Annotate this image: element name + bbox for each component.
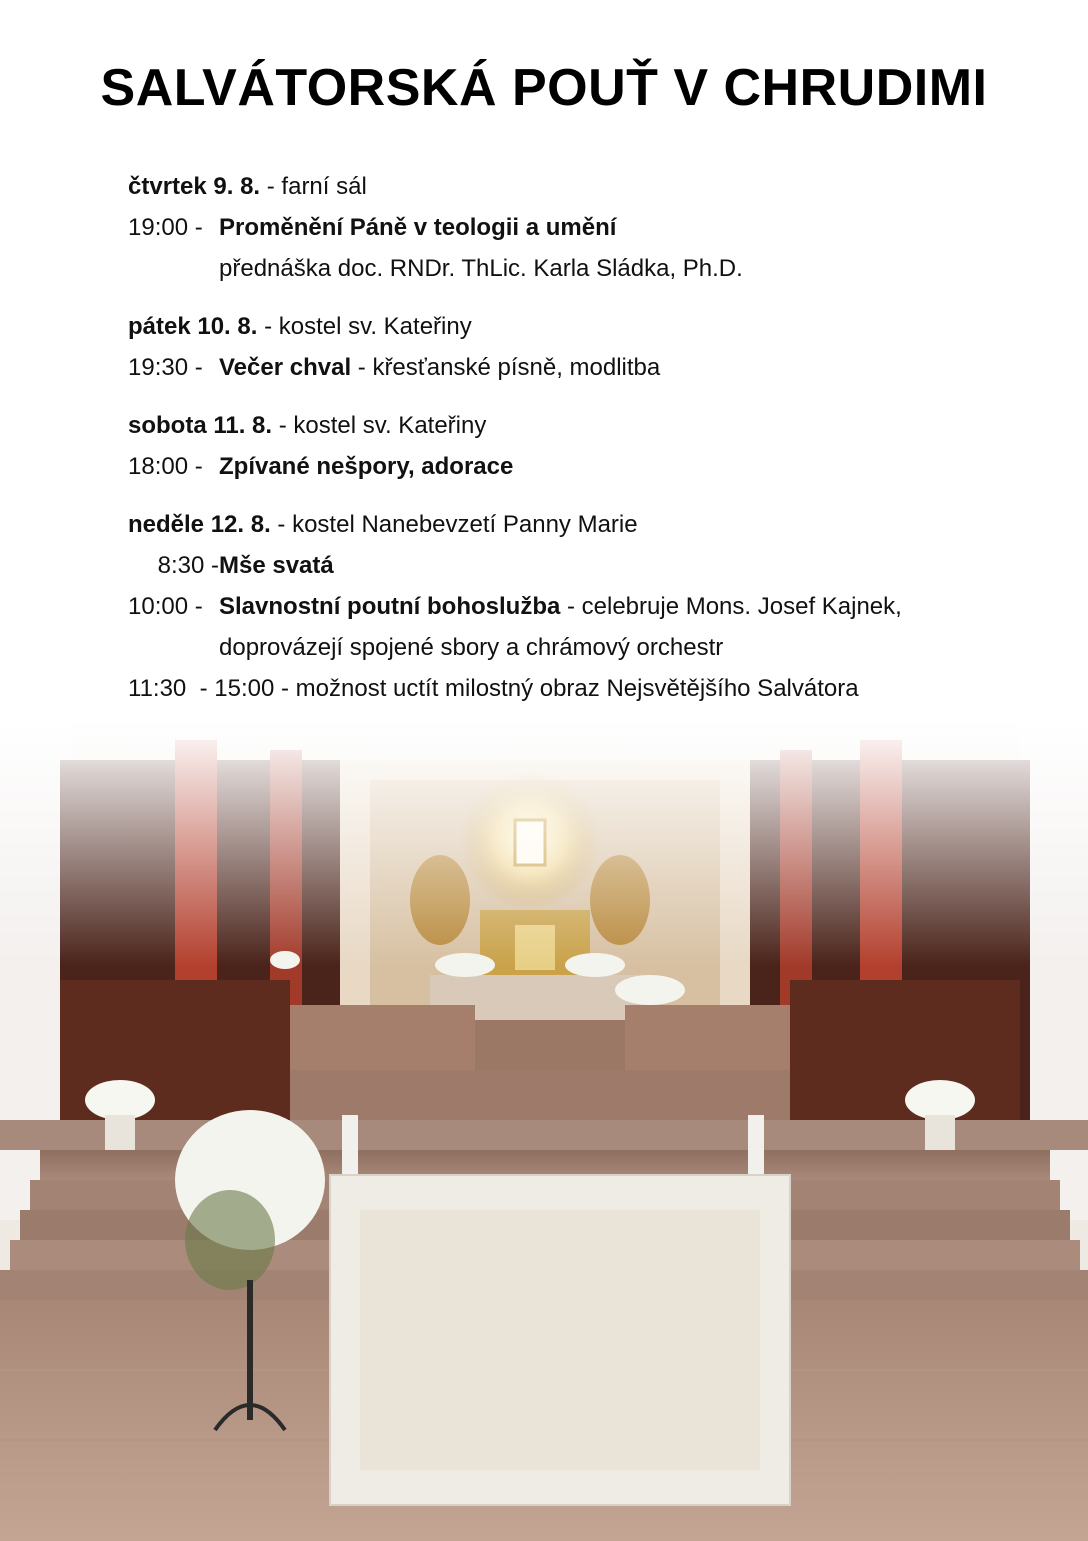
day-label: pátek 10. 8. [128, 313, 258, 340]
event-time: 8:30 - [157, 552, 219, 579]
day-place: - kostel sv. Kateřiny [257, 313, 472, 340]
event-note: - křesťanské písně, modlitba [351, 354, 661, 381]
event-name: Slavnostní poutní bohoslužba [219, 593, 561, 620]
event-time: 19:00 - [128, 214, 203, 241]
day-place: - farní sál [260, 173, 367, 200]
event-time: 10:00 - [128, 593, 203, 620]
event-row-veneration: 11:30 - 15:00 - možnost uctít milostný obraz Nejsvětějšího Salvátora [128, 675, 859, 702]
event-name: Mše svatá [219, 552, 334, 579]
event-row [128, 207, 1028, 248]
schedule [128, 166, 1028, 709]
event-name: Zpívané nešpory, adorace [219, 453, 514, 480]
church-interior-photo [0, 720, 1088, 1541]
event-row [128, 586, 1028, 627]
day-heading-friday [128, 306, 1028, 347]
day-label: neděle 12. 8. [128, 511, 271, 538]
event-name: Večer chval [219, 354, 352, 381]
day-heading-thursday [128, 166, 1028, 207]
day-place: - kostel sv. Kateřiny [272, 412, 487, 439]
event-name: Proměnění Páně v teologii a umění [219, 214, 617, 241]
event-time: 18:00 - [128, 453, 203, 480]
day-heading-sunday [128, 504, 1028, 545]
event-row [128, 446, 1028, 487]
event-row [128, 347, 1028, 388]
day-place: - kostel Nanebevzetí Panny Marie [270, 511, 638, 538]
event-row [128, 545, 1028, 586]
event-subline: přednáška doc. RNDr. ThLic. Karla Sládka, Ph.D. [219, 255, 743, 282]
event-note: - celebruje Mons. Josef Kajnek, [560, 593, 902, 620]
day-heading-saturday [128, 405, 1028, 446]
day-label: sobota 11. 8. [128, 412, 273, 439]
page-title: SALVÁTORSKÁ POUŤ V CHRUDIMI [100, 59, 988, 117]
day-label: čtvrtek 9. 8. [128, 173, 261, 200]
event-subline: doprovázejí spojené sbory a chrámový orchestr [219, 634, 724, 661]
event-time: 19:30 - [128, 354, 203, 381]
